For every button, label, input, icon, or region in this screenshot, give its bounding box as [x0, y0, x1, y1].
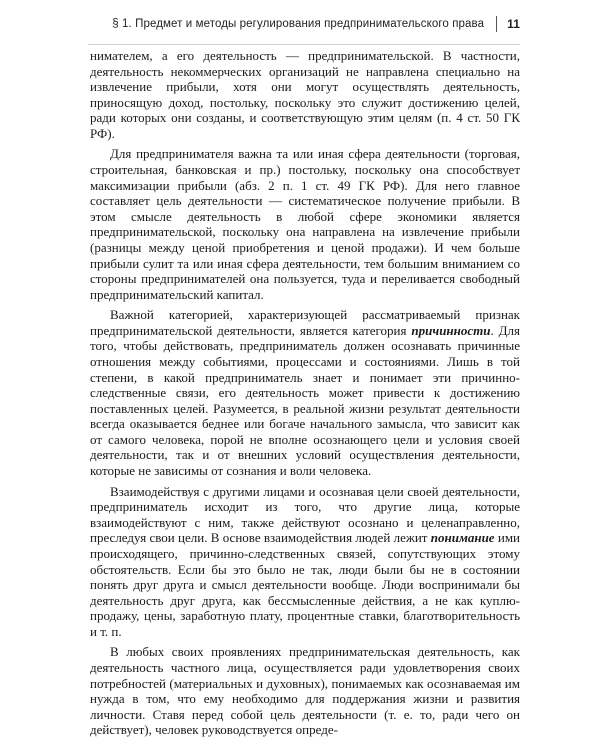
paragraph-3 [90, 307, 520, 478]
running-header [90, 16, 520, 32]
page-body [90, 48, 520, 738]
page-number: 11 [507, 17, 520, 31]
term-causality: причинности [411, 322, 491, 338]
paragraph-4-text-a: Взаимодействуя с другими лицами и осознавая цели своей деятельности, предприниматель исходит из того, что другие лица, которые взаимодействуют с ним, также действуют осознано и целенаправленно, преследуя свои цели. В основе взаимодействия людей лежит [90, 483, 520, 546]
section-title: § 1. Предмет и методы регулирования предпринимательского права [112, 18, 485, 30]
paragraph-2: Для предпринимателя важна та или иная сфера деятельности (торговая, строительная, банковская и пр.) постольку, поскольку она способствует максимизации прибыли (абз. 2 п. 1 ст. 49 ГК РФ). Для него главное составляет цель деятельности — систематическое получение прибыли. В этом смысле деятельность в любой сфере экономики является предпринимательской, поскольку она направлена на извлечение прибыли (разницы между ценой приобретения и ценой продажи). И чем больше прибыли сулит та или иная сфера деятельности, тем большим вниманием со стороны предпринимателей она пользуется, туда и переливается свободный предпринимательский капитал. [90, 146, 520, 302]
paragraph-5: В любых своих проявлениях предпринимательская деятельность, как деятельность частного лица, осуществляется ради удовлетворения своих потребностей (материальных и духовных), понимаемых как осознаваемая им нужда в том, что ему необходимо для поддержания жизни и развития личности. Ставя перед собой цель деятельности (т. е. то, ради чего он действует), человек руководствуется опреде- [90, 644, 520, 738]
paragraph-4 [90, 484, 520, 640]
header-divider [496, 16, 497, 32]
paragraph-3-text-b: . Для того, чтобы действовать, предприниматель должен осознавать причинные отношения между событиями, процессами и состояниями. Лишь в той степени, в какой предприниматель знает и понимает эти причинно-следственные связи, его деятельность может привести к достижению поставленных целей. Разумеется, в реальной жизни результат деятельности всегда оказывается беднее или богаче начального замысла, что зависит как от самого человека, порой не вполне осознающего цели и условия своей деятельности, так и от внешних условий осуществления деятельности, которые не зависимы от сознания и воли человека. [90, 322, 520, 479]
paragraph-1: нимателем, а его деятельность — предпринимательской. В частности, деятельность некоммерческих организаций не направлена специально на извлечение прибыли, хотя они могут осуществлять деятельность, приносящую доход, постольку, поскольку это служит достижению целей, ради которых они созданы, и соответствующую этим целям (п. 4 ст. 50 ГК РФ). [90, 48, 520, 141]
paragraph-4-text-b: ими происходящего, причинно-следственных связей, сопутствующих этому обстоятельств. Если бы это было не так, люди были бы не в состоянии понять друг друга и смысл деятельности вообще. Люди воспринимали бы деятельность друг друга, как бессмысленные действия, а не как куплю-продажу, цены, заработную плату, процентные ставки, благотворительность и т. п. [90, 530, 521, 639]
paragraph-3-text-a: Важной категорией, характеризующей рассматриваемый признак предпринимательской деятельности, является категория [90, 307, 520, 338]
header-rule [88, 44, 520, 45]
term-understanding: понимание [430, 530, 495, 546]
